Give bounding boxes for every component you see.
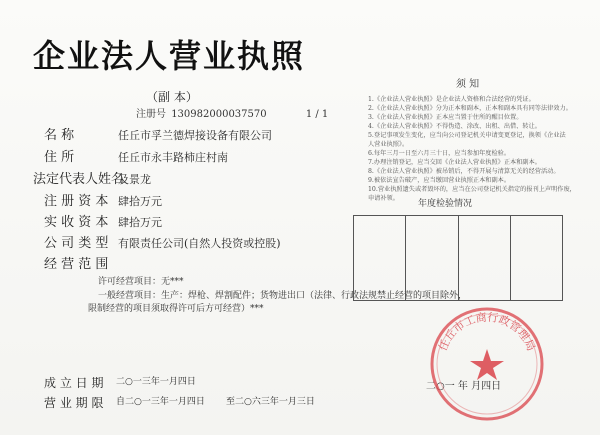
scope-general-line-1: 一般经营项目：生产：焊枪、焊割配件；货物进出口（法律、行政法规禁止经营的项目除外， xyxy=(98,291,468,301)
field-value-legal-rep: 及景龙 xyxy=(118,173,151,186)
page-indicator: 1 / 1 xyxy=(305,109,329,120)
field-label-address: 住 所 xyxy=(44,150,75,165)
established-label: 成 立 日 期 xyxy=(44,376,104,390)
registration-number xyxy=(136,110,328,120)
field-label-registered-capital: 注 册 资 本 xyxy=(44,194,109,209)
field-label-legal-rep: 法定代表人姓名 xyxy=(33,172,125,187)
notice-line: 5.登记事项发生变化，应当向公司登记机关申请变更登记，换领《企业法 xyxy=(368,132,566,139)
field-label-business-scope: 经 营 范 围 xyxy=(44,257,109,272)
notice-line: 申请补领。 xyxy=(368,195,399,202)
notice-line: 8.《企业法人营业执照》被吊销后，不得开展与清算无关的经营活动。 xyxy=(368,168,560,175)
term-to: 至二○六三年一月三日 xyxy=(226,397,315,407)
svg-text:任丘市工商行政管理局 xyxy=(435,310,537,353)
document-title: 企业法人营业执照 xyxy=(33,37,306,75)
field-label-company-type: 公 司 类 型 xyxy=(44,236,109,251)
notice-line: 人营业执照》。 xyxy=(368,141,409,148)
notice-line: 6.每年三月一日至六月三十日，应当参加年度检验。 xyxy=(368,150,511,157)
field-value-paid-capital: 肆拾万元 xyxy=(118,216,162,229)
copy-label: （副 本） xyxy=(146,90,198,104)
notice-line: 4.《企业法人营业执照》不得伪造、涂改、出租、出借、转让。 xyxy=(368,123,541,130)
issue-date: 二○一 年 月四日 xyxy=(426,381,502,392)
established-value: 二○一三年一月四日 xyxy=(116,377,196,387)
field-value-registered-capital: 肆拾万元 xyxy=(118,195,162,208)
registration-number-value: 130982000037570 xyxy=(171,109,267,120)
annual-check-cell xyxy=(459,216,511,300)
notice-line: 9.被依法宣告破产，应当缴回营业执照正本和副本。 xyxy=(368,177,511,184)
notice-title: 须 知 xyxy=(456,79,480,90)
annual-check-title: 年度检验情况 xyxy=(418,199,473,209)
registration-number-label: 注册号 xyxy=(136,109,166,120)
seal-text: 任丘市工商行政管理局 xyxy=(436,310,538,353)
notice-line: 3.《企业法人营业执照》正本应当置于住所的醒目位置。 xyxy=(368,114,523,121)
notice-line: 1.《企业法人营业执照》是企业法人资格和合法经营的凭证。 xyxy=(368,96,535,103)
field-label-name: 名 称 xyxy=(44,128,75,143)
annual-check-cell xyxy=(511,216,562,300)
field-value-company-type: 有限责任公司(自然人投资或控股) xyxy=(118,237,281,250)
field-label-paid-capital: 实 收 资 本 xyxy=(44,215,109,230)
term-from: 自二○一三年一月四日 xyxy=(116,397,205,407)
annual-check-cell xyxy=(406,216,458,300)
field-value-address: 任丘市永丰路柿庄村南 xyxy=(118,151,228,164)
field-value-name: 任丘市孚兰德焊接设备有限公司 xyxy=(118,129,272,142)
annual-check-grid xyxy=(353,215,563,301)
scope-licensed: 许可经营项目：无*** xyxy=(98,277,184,287)
notice-line: 10.营业执照遗失或者毁坏的，应当在公司登记机关指定的报刊上声明作废， xyxy=(368,186,576,193)
seal-star-icon xyxy=(470,349,504,380)
notice-line: 2.《企业法人营业执照》分为正本和副本，正本和副本具有同等法律效力。 xyxy=(368,105,572,112)
official-seal xyxy=(428,305,546,423)
scope-general-line-2: 限制经营的项目须取得许可后方可经营）*** xyxy=(88,304,264,314)
notice-line: 7.办理注销登记，应当交回《企业法人营业执照》正本和副本。 xyxy=(368,159,541,166)
annual-check-cell xyxy=(354,216,406,300)
term-label: 营 业 期 限 xyxy=(44,396,104,410)
